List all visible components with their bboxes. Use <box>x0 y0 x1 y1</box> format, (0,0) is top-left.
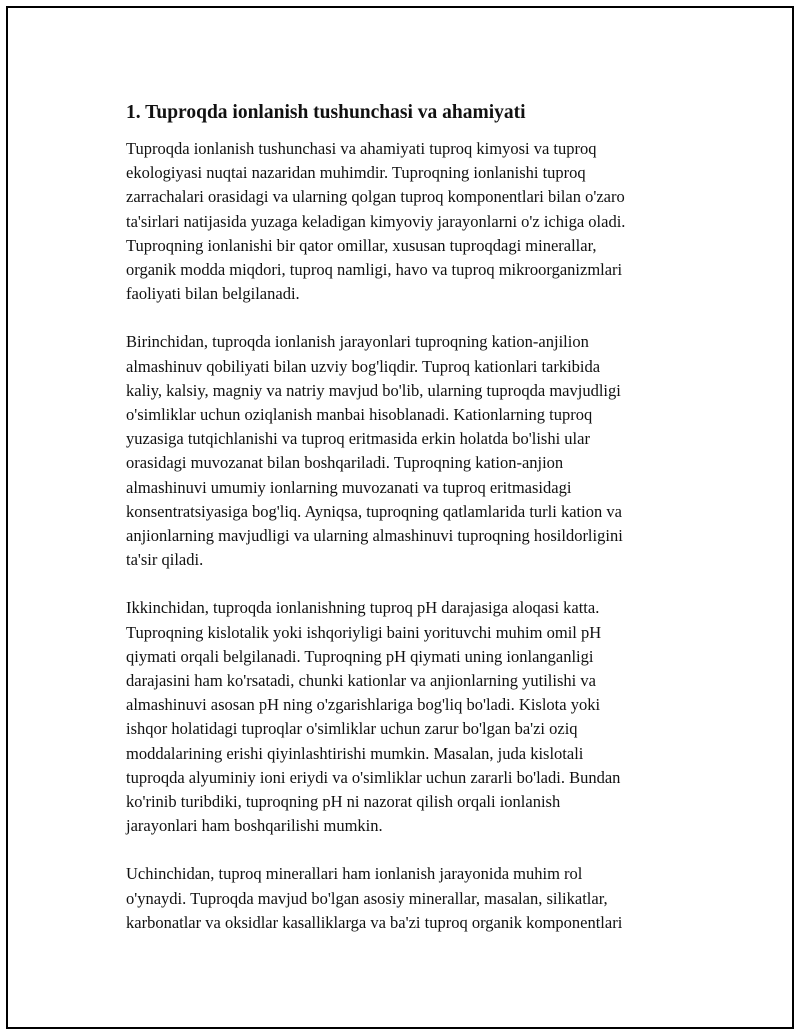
text-line: Tuproqning kislotalik yoki ishqoriyligi baini yorituvchi muhim omil pH <box>126 622 602 642</box>
text-line: o'ynaydi. Tuproqda mavjud bo'lgan asosiy minerallar, masalan, silikatlar, <box>126 888 608 908</box>
text-line: Tuproqda ionlanish tushunchasi va ahamiyati tuproq kimyosi va tuproq <box>126 139 597 158</box>
text-line: Birinchidan, tuproqda ionlanish jarayonlari tuproqning kation-anjilion <box>126 332 589 352</box>
paragraph-first-point <box>126 330 696 572</box>
paragraph-second-point <box>126 596 696 838</box>
document-body <box>126 100 696 959</box>
text-line: konsentratsiyasiga bog'liq. Ayniqsa, tuproqning qatlamlarida turli kation va <box>126 501 622 521</box>
text-line: darajasini ham ko'rsatadi, chunki kationlar va anjionlarning yutilishi va <box>126 671 596 691</box>
text-line: jarayonlari ham boshqarilishi mumkin. <box>126 816 383 836</box>
paragraph-third-point <box>126 862 696 935</box>
text-line: zarrachalari orasidagi va ularning qolgan tuproq komponentlari bilan o'zaro <box>126 187 625 207</box>
text-line: karbonatlar va oksidlar kasalliklarga va ba'zi tuproq organik komponentlari <box>126 912 623 932</box>
text-line: yuzasiga tutqichlanishi va tuproq eritmasida erkin holatda bo'lishi ular <box>126 429 590 449</box>
text-line: faoliyati bilan belgilanadi. <box>126 284 300 304</box>
text-line: tuproqda alyuminiy ioni eriydi va o'simliklar uchun zararli bo'ladi. Bundan <box>126 767 621 787</box>
text-line: ishqor holatidagi tuproqlar o'simliklar uchun zarur bo'lgan ba'zi oziq <box>126 719 578 739</box>
text-line: Uchinchidan, tuproq minerallari ham ionlanish jarayonida muhim rol <box>126 864 583 884</box>
paragraph-intro <box>126 137 696 306</box>
text-line: organik modda miqdori, tuproq namligi, havo va tuproq mikroorganizmlari <box>126 260 623 280</box>
page-frame <box>6 6 794 1029</box>
text-line: Ikkinchidan, tuproqda ionlanishning tuproq pH darajasiga aloqasi katta. <box>126 598 600 618</box>
text-line: ta'sirlari natijasida yuzaga keladigan kimyoviy jarayonlarni o'z ichiga oladi. <box>126 211 626 231</box>
text-line: qiymati orqali belgilanadi. Tuproqning pH qiymati uning ionlanganligi <box>126 646 594 666</box>
text-line: almashinuvi umumiy ionlarning muvozanati va tuproq eritmasidagi <box>126 477 572 497</box>
text-line: almashinuv qobiliyati bilan uzviy bog'liqdir. Tuproq kationlari tarkibida <box>126 356 601 376</box>
text-line: almashinuvi asosan pH ning o'zgarishlariga bog'liq bo'ladi. Kislota yoki <box>126 695 601 715</box>
section-heading: 1. Tuproqda ionlanish tushunchasi va ahamiyati <box>126 102 526 123</box>
text-line: ta'sir qiladi. <box>126 550 204 570</box>
text-line: moddalarining erishi qiyinlashtirishi mumkin. Masalan, juda kislotali <box>126 743 584 763</box>
text-line: Tuproqning ionlanishi bir qator omillar, xususan tuproqdagi minerallar, <box>126 235 597 255</box>
text-line: o'simliklar uchun oziqlanish manbai hisoblanadi. Kationlarning tuproq <box>126 405 593 425</box>
text-line: kaliy, kalsiy, magniy va natriy mavjud bo'lib, ularning tuproqda mavjudligi <box>126 380 621 400</box>
text-line: anjionlarning mavjudligi va ularning almashinuvi tuproqning hosildorligini <box>126 526 623 546</box>
text-line: ko'rinib turibdiki, tuproqning pH ni nazorat qilish orqali ionlanish <box>126 792 561 812</box>
text-line: ekologiyasi nuqtai nazaridan muhimdir. Tuproqning ionlanishi tuproq <box>126 163 586 183</box>
text-line: orasidagi muvozanat bilan boshqariladi. Tuproqning kation-anjion <box>126 453 564 473</box>
